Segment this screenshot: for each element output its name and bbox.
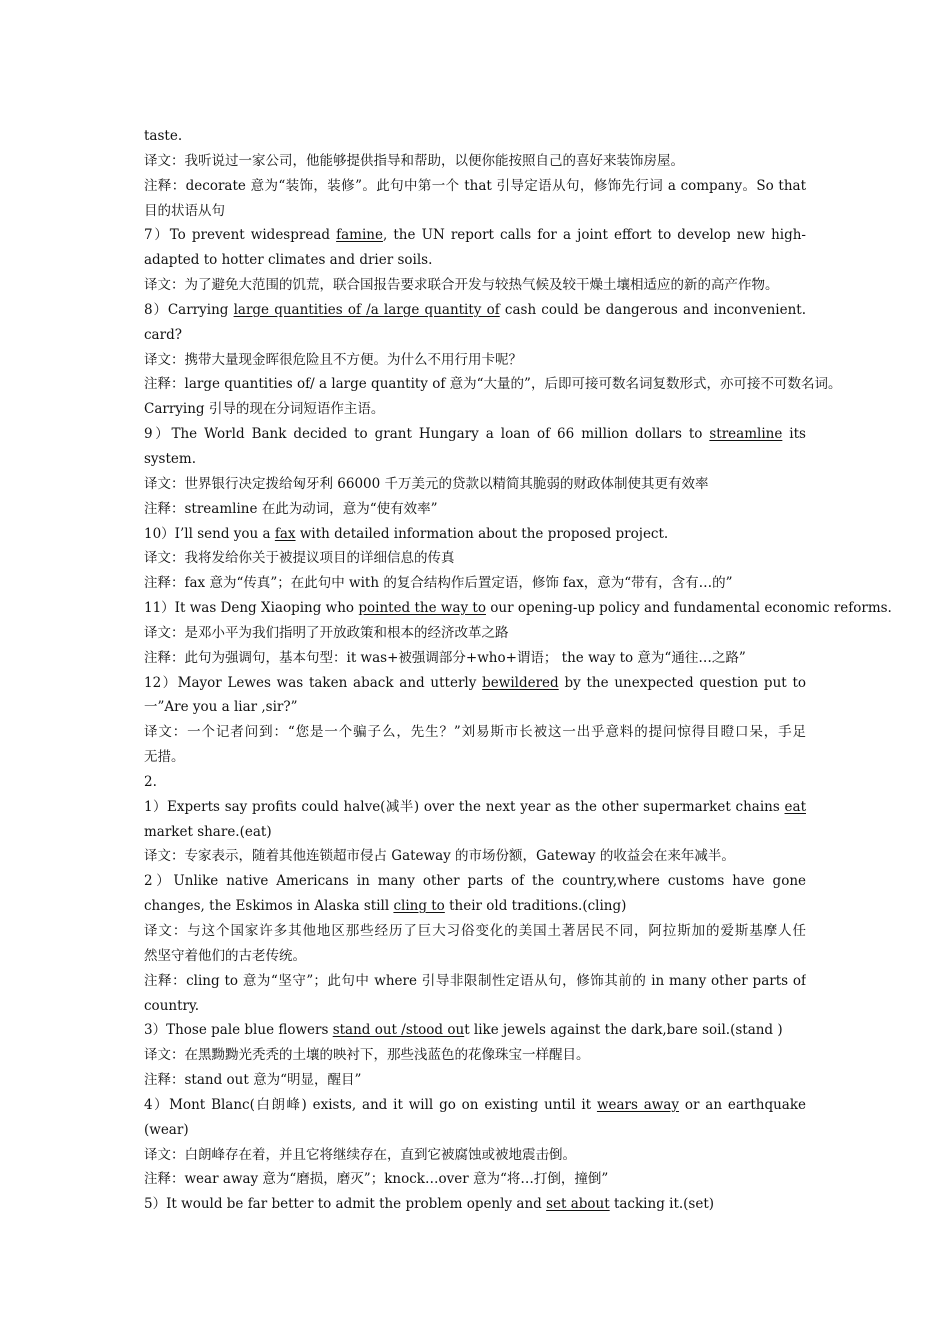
line-text: (wear) xyxy=(144,1121,189,1138)
line-text: 译文：白朗峰存在着，并且它将继续存在，直到它被腐蚀或被地震击倒。 xyxy=(144,1146,576,1163)
line-text: 注释：fax 意为“传真”；在此句中 with 的复合结构作后置定语，修饰 fax，意为“带有，含有…的” xyxy=(144,575,733,592)
text-line xyxy=(144,844,806,869)
text-line xyxy=(144,1143,806,1168)
line-text: tacking it.(set) xyxy=(609,1196,715,1213)
line-text: market share.(eat) xyxy=(144,823,272,840)
line-text: 注释：stand out 意为“明显，醒目” xyxy=(144,1072,362,1089)
line-text: 注释：wear away 意为“磨损，磨灭”；knock…over 意为“将…打倒，撞倒” xyxy=(144,1171,609,1188)
text-line xyxy=(144,1192,806,1217)
line-text: taste. xyxy=(144,128,183,144)
line-text: 译文：一个记者问到：“您是一个骗子么，先生？”刘易斯市长被这一出乎意料的提问惊得目瞪口呆，手足 xyxy=(144,724,806,741)
text-line xyxy=(144,522,806,547)
text-line xyxy=(144,869,806,894)
line-text: 5）It would be far better to admit the problem openly and xyxy=(144,1196,547,1213)
text-line xyxy=(144,348,806,373)
underlined-phrase: pointed the way to xyxy=(358,600,486,617)
line-text: 9）The World Bank decided to grant Hungary a loan of 66 million dollars to xyxy=(144,426,710,443)
line-text: 译文：我听说过一家公司，他能够提供指导和帮助，以便你能按照自己的喜好来装饰房屋。 xyxy=(144,152,684,169)
line-text: by the unexpected question put to xyxy=(564,674,806,691)
line-text: 译文：与这个国家许多其他地区那些经历了巨大习俗变化的美国土著居民不同，阿拉斯加的爱斯基摩人任 xyxy=(144,923,806,939)
line-text: 译文：携带大量现金晖很危险且不方便。为什么不用行用卡呢？ xyxy=(144,351,522,368)
text-line xyxy=(144,919,806,944)
line-text: 译文：专家表示，随着其他连锁超市侵占 Gateway 的市场份额，Gateway 的收益会在来年减半。 xyxy=(144,848,735,865)
text-line xyxy=(144,174,806,199)
line-text: 注释：此句为强调句，基本句型：it was+被强调部分+who+谓语； the way to 意为“通往…之路” xyxy=(144,649,746,666)
text-line xyxy=(144,571,806,596)
text-line xyxy=(144,1018,806,1043)
line-text: 译文：是邓小平为我们指明了开放政策和根本的经济改革之路 xyxy=(144,624,509,641)
line-text: 10）I’ll send you a xyxy=(144,525,275,542)
underlined-phrase: stand out /stood ou xyxy=(332,1022,465,1039)
line-text: 注释：cling to 意为“坚守”；此句中 where 引导非限制性定语从句，修饰其前的 in many other parts of xyxy=(144,972,806,989)
underlined-phrase: set about xyxy=(546,1196,610,1213)
text-line xyxy=(144,422,806,447)
line-text: 2. xyxy=(144,773,157,790)
line-text: 目的状语从句 xyxy=(144,202,225,219)
text-line xyxy=(144,472,806,497)
underlined-phrase: wears away xyxy=(596,1096,680,1113)
text-line xyxy=(144,795,806,820)
line-text: card? xyxy=(144,326,182,343)
text-line xyxy=(144,1043,806,1068)
text-line xyxy=(144,596,892,621)
text-line xyxy=(144,372,842,397)
line-text: 注释：large quantities of/ a large quantity of 意为“大量的”，后即可接可数名词复数形式，亦可接不可数名词。 xyxy=(144,376,842,393)
text-line xyxy=(144,695,806,720)
line-text: adapted to hotter climates and drier soils. xyxy=(144,252,433,269)
line-text: Carrying 引导的现在分词短语作主语。 xyxy=(144,401,385,418)
text-line xyxy=(144,820,806,845)
underlined-phrase: bewildered xyxy=(482,674,559,691)
underlined-phrase: streamline xyxy=(709,426,783,443)
text-line xyxy=(144,1118,806,1143)
text-line xyxy=(144,621,806,646)
line-text: 无措。 xyxy=(144,749,185,766)
underlined-phrase: famine xyxy=(336,227,383,244)
text-line xyxy=(144,894,806,919)
text-line xyxy=(144,720,806,745)
text-line xyxy=(144,124,806,149)
line-text: their old traditions.(cling) xyxy=(444,898,627,915)
line-text: our opening-up policy and fundamental economic reforms. xyxy=(485,600,892,617)
underlined-phrase: eat xyxy=(784,798,806,815)
text-line xyxy=(144,447,806,472)
underlined-phrase: cling to xyxy=(393,898,445,915)
line-text: 1）Experts say profits could halve(减半) over the next year as the other supermarket chains xyxy=(144,798,785,815)
line-text: 然坚守着他们的古老传统。 xyxy=(144,947,306,964)
line-text: system. xyxy=(144,450,196,467)
line-text: 注释：decorate 意为“装饰，装修”。此句中第一个 that 引导定语从句，修饰先行词 a company。So that xyxy=(144,177,806,194)
document-body xyxy=(144,124,892,1217)
text-line xyxy=(144,546,806,571)
line-text: 12）Mayor Lewes was taken aback and utterly xyxy=(144,674,483,691)
line-text: 译文：世界银行决定拨给匈牙利 66000 千万美元的贷款以精简其脆弱的财政体制使其更有效率 xyxy=(144,475,709,492)
line-text: 译文：我将发给你关于被提议项目的详细信息的传真 xyxy=(144,550,455,567)
text-line xyxy=(144,199,806,224)
text-line xyxy=(144,671,806,696)
line-text: 7）To prevent widespread xyxy=(144,227,337,244)
line-text: 2）Unlike native Americans in many other parts of the country,where customs have gone xyxy=(144,873,806,890)
text-line xyxy=(144,646,806,671)
text-line xyxy=(144,1093,806,1118)
text-line xyxy=(144,248,806,273)
line-text: 4）Mont Blanc(白朗峰) exists, and it will go on existing until it xyxy=(144,1096,597,1113)
text-line xyxy=(144,770,806,795)
text-line xyxy=(144,298,806,323)
line-text: with detailed information about the proposed project. xyxy=(295,525,669,542)
line-text: 译文：在黑黝黝光秃秃的土壤的映衬下，那些浅蓝色的花像珠宝一样醒目。 xyxy=(144,1047,590,1064)
text-line xyxy=(144,1167,806,1192)
text-line xyxy=(144,223,806,248)
text-line xyxy=(144,944,806,969)
line-text: country. xyxy=(144,997,200,1014)
line-text: 译文：为了避免大范围的饥荒，联合国报告要求联合开发与较热气候及较干燥土壤相适应的新的高产作物。 xyxy=(144,277,779,294)
line-text: cash could be dangerous and inconvenient. xyxy=(504,301,806,318)
text-line xyxy=(144,273,806,298)
underlined-phrase: fax xyxy=(274,525,296,542)
line-text: 8）Carrying xyxy=(144,301,234,318)
line-text: 注释：streamline 在此为动词，意为“使有效率” xyxy=(144,500,438,517)
underlined-phrase: large quantities of /a large quantity of xyxy=(233,301,500,318)
text-line xyxy=(144,969,806,994)
text-line xyxy=(144,994,806,1019)
text-line xyxy=(144,397,806,422)
text-line xyxy=(144,745,806,770)
text-line xyxy=(144,149,806,174)
text-line xyxy=(144,323,806,348)
line-text: 3）Those pale blue flowers xyxy=(144,1022,333,1039)
line-text: its xyxy=(789,426,806,443)
line-text: changes, the Eskimos in Alaska still xyxy=(144,898,394,915)
line-text: or an earthquake xyxy=(684,1096,806,1113)
text-line xyxy=(144,1068,806,1093)
text-line xyxy=(144,497,806,522)
line-text: 11）It was Deng Xiaoping who xyxy=(144,600,359,617)
line-text: t like jewels against the dark,bare soil.(stand ) xyxy=(464,1022,783,1039)
line-text: , the UN report calls for a joint effort to develop new high- xyxy=(382,227,806,244)
line-text: 一”Are you a liar ,sir?” xyxy=(144,699,298,716)
